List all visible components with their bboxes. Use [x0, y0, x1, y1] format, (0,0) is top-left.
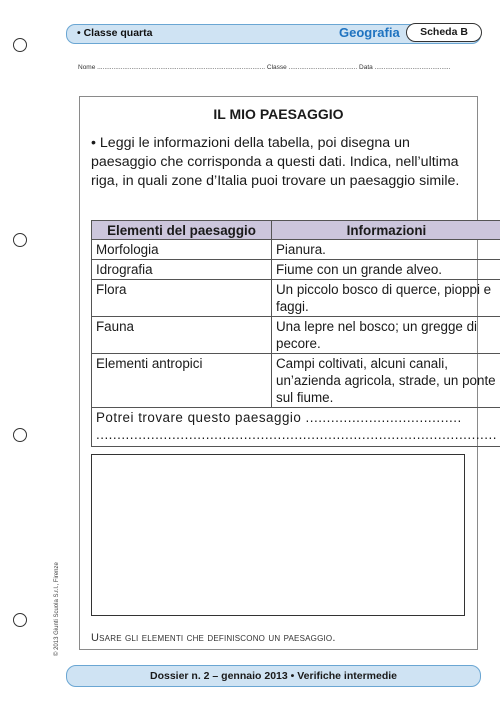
info-table	[91, 220, 500, 447]
table-row	[92, 317, 500, 354]
table-cell-element: Morfologia	[92, 240, 272, 260]
answer-line-1: Potrei trovare questo paesaggio .....................................	[96, 410, 462, 425]
binder-hole-1	[13, 38, 27, 52]
exercise-instruction: • Leggi le informazioni della tabella, poi disegna un paesaggio che corrisponda a questi dati. Indica, nell’ultima riga, in quali zone d’Italia puoi trovare un paesaggio simile.	[91, 135, 460, 189]
sheet-label: Scheda B	[406, 23, 482, 42]
table-header-info: Informazioni	[272, 221, 500, 240]
footer-bar: Dossier n. 2 – gennaio 2013 • Verifiche intermedie	[66, 665, 481, 687]
header-bar	[66, 24, 481, 44]
table-row	[92, 280, 500, 317]
answer-cell[interactable]	[92, 408, 500, 447]
table-cell-element: Fauna	[92, 317, 272, 354]
table-cell-element: Flora	[92, 280, 272, 317]
table-row	[92, 240, 500, 260]
exercise-title: IL MIO PAESAGGIO	[213, 106, 344, 122]
copyright-text: © 2013 Giunti Scuola S.r.l., Firenze	[54, 562, 60, 656]
table-header-row	[92, 221, 500, 240]
binder-hole-3	[13, 428, 27, 442]
table-cell-info: Campi coltivati, alcuni canali, un’azienda agricola, strade, un ponte sul fiume.	[272, 354, 500, 408]
table-answer-row[interactable]	[92, 408, 500, 447]
table-cell-info: Una lepre nel bosco; un gregge di pecore.	[272, 317, 500, 354]
table-header-elements: Elementi del paesaggio	[92, 221, 272, 240]
student-info-line: Nome ............................................................................................. Classe ...................................... Data ..........................................	[78, 64, 451, 71]
binder-hole-2	[13, 233, 27, 247]
exercise-footnote: Usare gli elementi che definiscono un paesaggio.	[91, 632, 336, 644]
table-cell-element: Elementi antropici	[92, 354, 272, 408]
table-cell-info: Fiume con un grande alveo.	[272, 260, 500, 280]
table-cell-info: Un piccolo bosco di querce, pioppi e faggi.	[272, 280, 500, 317]
table-cell-info: Pianura.	[272, 240, 500, 260]
table-row	[92, 260, 500, 280]
binder-hole-4	[13, 613, 27, 627]
table-cell-element: Idrografia	[92, 260, 272, 280]
drawing-area[interactable]	[91, 454, 465, 616]
table-row	[92, 354, 500, 408]
answer-line-2: ...............................................................................................	[96, 427, 497, 442]
class-label: • Classe quarta	[77, 27, 153, 39]
subject-title: Geografia	[339, 25, 400, 40]
